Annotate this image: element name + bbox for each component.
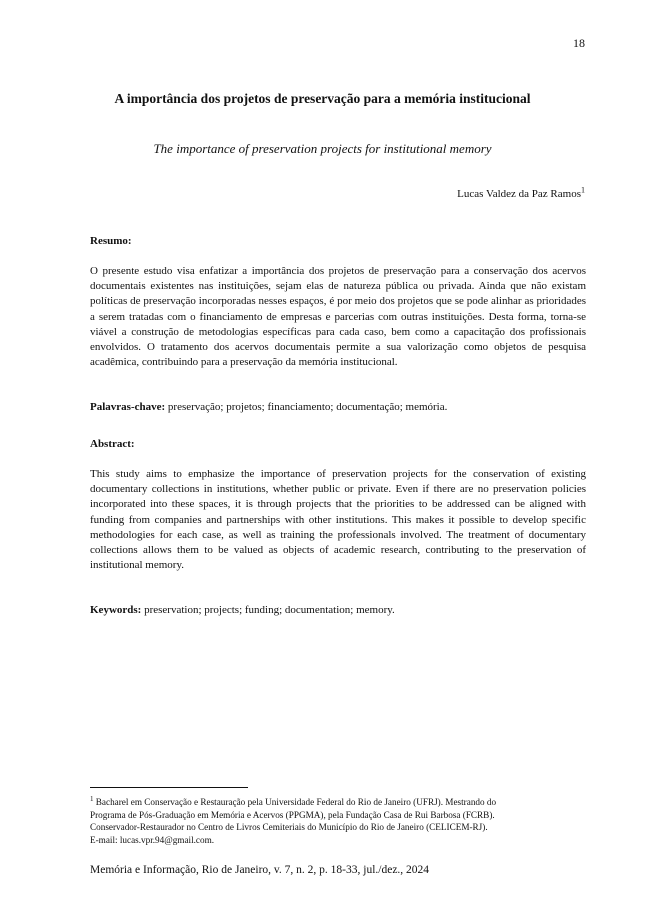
- keywords-text: preservation; projects; funding; documentation; memory.: [141, 604, 395, 616]
- footnote-line: $^1$ Bacharel em Conservação e Restauração pela Universidade Federal do Rio de Janeiro (UFRJ). Mestrando do: [90, 794, 497, 807]
- resumo-heading: Resumo:: [90, 235, 132, 247]
- author-line: [457, 185, 585, 200]
- palavras-chave-label: Palavras-chave:: [90, 401, 166, 413]
- abstract-heading: Abstract:: [90, 438, 135, 450]
- author-footnote-mark: 1: [581, 185, 585, 195]
- footnote-divider: [90, 787, 248, 788]
- palavras-chave-text: preservação; projetos; financiamento; documentação; memória.: [165, 401, 448, 413]
- footnote-line: E-mail: lucas.vpr.94@gmail.com.: [90, 834, 215, 845]
- footnote: [90, 796, 590, 846]
- author-name: Lucas Valdez da Paz Ramos: [457, 188, 581, 200]
- resumo-text: O presente estudo visa enfatizar a importância dos projetos de preservação para a conservação dos acervos documentais existentes nas instituições, sejam elas de natureza pública ou privada. Ainda que não existam políticas de preservação incorporadas nesses espaços, é por meio dos projetos que se pode alinhar as prioridades a serem tratadas com o financiamento de empresas e parcerias com outras instituições. Desta forma, torna-se viável a construção de metodologias específicas para cada caso, bem como a capacitação dos profissionais envolvidos. O tratamento dos acervos documentais permite a sua valorização como objetos de pesquisa acadêmica, contribuindo para a preservação da memória institucional.: [90, 265, 586, 369]
- article-title: A importância dos projetos de preservação para a memória institucional: [114, 91, 531, 106]
- abstract-text: This study aims to emphasize the importance of preservation projects for the conservation of existing documentary collections in institutions, whether public or private. Even if there are no preservation policies incorporated into these spaces, it is through projects that the priorities to be addressed can be aligned with funding from companies and partnerships with other institutions. This makes it possible to develop specific methodologies for each case, as well as training the professionals involved. The treatment of documentary collections allows them to be valued as objects of academic research, contributing to the preservation of institutional memory.: [90, 468, 586, 572]
- palavras-chave: [90, 401, 586, 413]
- footnote-line: Conservador-Restaurador no Centro de Livros Cemiteriais do Município do Rio de Janeiro (CELICEM-RJ).: [90, 822, 488, 833]
- page-number: 18: [573, 36, 585, 50]
- journal-footer: Memória e Informação, Rio de Janeiro, v. 7, n. 2, p. 18-33, jul./dez., 2024: [90, 864, 430, 876]
- footnote-mark: 1: [90, 794, 94, 803]
- footnote-line: Programa de Pós-Graduação em Memória e Acervos (PPGMA), pela Fundação Casa de Rui Barbosa (FCRB).: [90, 809, 495, 820]
- article-subtitle: The importance of preservation projects for institutional memory: [153, 141, 492, 156]
- keywords-label: Keywords:: [90, 604, 142, 616]
- keywords: [90, 604, 586, 616]
